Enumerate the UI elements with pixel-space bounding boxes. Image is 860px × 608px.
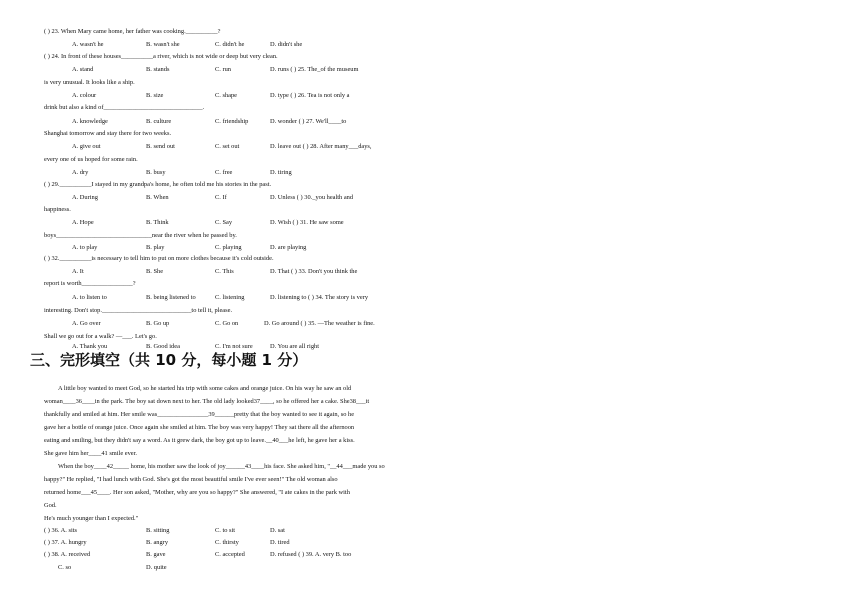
option-a: A. stand xyxy=(72,66,94,73)
option-a: A. Thank you xyxy=(72,343,108,350)
option-c: C. If xyxy=(215,194,227,201)
option-a: A. Go over xyxy=(72,320,101,327)
option-b: B. wasn't she xyxy=(146,41,180,48)
option-c: C. shape xyxy=(215,92,238,99)
option-d: D. tiring xyxy=(270,169,292,176)
option-b: B. culture xyxy=(146,118,172,125)
option-d: D. runs ( ) 25. The_of the museum xyxy=(270,66,359,73)
option-d: D. sat xyxy=(270,527,285,534)
option-a: A. give out xyxy=(72,143,101,150)
question-32-stem: ( ) 32.__________is necessary to tell him to put on more clothes because it's cold outside. xyxy=(44,255,274,262)
passage-line: When the boy____42_____ home, his mother saw the look of joy______43____his face. She asked him, "__44___made you so xyxy=(58,463,385,470)
question-28-continuation: every one of us hoped for some rain. xyxy=(44,156,138,163)
question-27-continuation: Shanghai tomorrow and stay there for two weeks. xyxy=(44,130,172,137)
question-33-continuation: report is worth________________? xyxy=(44,280,136,287)
option-d: D. are playing xyxy=(270,244,307,251)
option-c: C. accepted xyxy=(215,551,245,558)
option-d: D. refused ( ) 39. A. very B. too xyxy=(270,551,352,558)
option-d: D. Go around ( ) 35. —The weather is fine. xyxy=(264,320,375,327)
passage-line: eating and smiling, but they didn't say a word. As it grew dark, the boy got up to leave.__40___he left, he gave her a kiss. xyxy=(44,437,355,444)
question-29-stem: ( ) 29.__________I stayed in my grandpa's home, he often told me his stories in the past. xyxy=(44,181,272,188)
option-a: A. to play xyxy=(72,244,98,251)
question-26-continuation: drink but also a kind of_______________________________. xyxy=(44,104,205,111)
option-d: D. leave out ( ) 28. After many___days, xyxy=(270,143,372,150)
question-35-continuation: Shall we go out for a walk? —___. Let's go. xyxy=(44,333,157,340)
option-b: B. play xyxy=(146,244,165,251)
option-c: C. to sit xyxy=(215,527,236,534)
option-d: D. That ( ) 33. Don't you think the xyxy=(270,268,358,275)
passage-line: gave her a bottle of orange juice. Once again she smiled at him. The boy was very happy! They sat there all the afternoon xyxy=(44,424,355,431)
option-a: A. to listen to xyxy=(72,294,107,301)
passage-line: returned home___45____. Her son asked, "Mother, why are you so happy?" She answered, "I ate cakes in the park with xyxy=(44,489,350,496)
question-31-continuation: boys______________________________near the river when he passed by. xyxy=(44,232,237,239)
option-c: C. so xyxy=(58,564,72,571)
passage-line: He's much younger than I expected." xyxy=(44,515,139,522)
option-d: D. wonder ( ) 27. We'll____to xyxy=(270,118,347,125)
passage-line: A little boy wanted to meet God, so he started his trip with some cakes and orange juice. On his way he saw an old xyxy=(58,385,352,392)
question-23-stem: ( ) 23. When Mary came home, her father was cooking.__________? xyxy=(44,28,221,35)
option-b: B. being listened to xyxy=(146,294,196,301)
question-38-stem: ( ) 38. A. received xyxy=(44,551,91,558)
option-c: C. set out xyxy=(215,143,240,150)
option-a: A. Hope xyxy=(72,219,94,226)
section-heading: 三、完形填空（共 10 分，每小题 1 分） xyxy=(30,351,308,369)
question-34-continuation: interesting. Don't stop.____________________________to tell it, please. xyxy=(44,307,233,314)
option-b: B. Go up xyxy=(146,320,170,327)
option-c: C. didn't he xyxy=(215,41,245,48)
option-c: C. listening xyxy=(215,294,245,301)
question-25-continuation: is very unusual. It looks like a ship. xyxy=(44,79,135,86)
passage-line: God. xyxy=(44,502,57,509)
option-d: D. Wish ( ) 31. He saw some xyxy=(270,219,344,226)
question-36-stem: ( ) 36. A. sits xyxy=(44,527,78,534)
option-d: D. listening to ( ) 34. The story is very xyxy=(270,294,369,301)
option-b: B. size xyxy=(146,92,164,99)
option-a: A. It xyxy=(72,268,84,275)
option-d: D. Unless ( ) 30._you health and xyxy=(270,194,354,201)
option-c: C. I'm not sure xyxy=(215,343,253,350)
option-d: D. quite xyxy=(146,564,167,571)
option-b: B. She xyxy=(146,268,164,275)
option-c: C. playing xyxy=(215,244,242,251)
option-d: D. tired xyxy=(270,539,290,546)
option-a: A. knowledge xyxy=(72,118,108,125)
option-b: B. stands xyxy=(146,66,170,73)
question-37-stem: ( ) 37. A. hungry xyxy=(44,539,87,546)
question-30-continuation: happiness. xyxy=(44,206,71,213)
question-24-stem: ( ) 24. In front of these houses__________a river, which is not wide or deep but very clean. xyxy=(44,53,278,60)
option-a: A. During xyxy=(72,194,98,201)
option-b: B. Good idea xyxy=(146,343,180,350)
passage-line: She gave him her____41 smile ever. xyxy=(44,450,137,457)
option-b: B. angry xyxy=(146,539,169,546)
option-b: B. busy xyxy=(146,169,166,176)
passage-line: happy?" He replied, "I had lunch with God. She's got the most beautiful smile I've ever seen!" The old woman also xyxy=(44,476,338,483)
option-b: B. gave xyxy=(146,551,166,558)
option-a: A. wasn't he xyxy=(72,41,104,48)
option-b: B. sitting xyxy=(146,527,170,534)
passage-line: woman____36____in the park. The boy sat down next to her. The old lady looked37____, so he offered her a cake. She38___it xyxy=(44,398,370,405)
option-c: C. free xyxy=(215,169,233,176)
passage-line: thankfully and smiled at him. Her smile was________________39______pretty that the boy wanted to see it again, so he xyxy=(44,411,355,418)
option-b: B. Think xyxy=(146,219,169,226)
option-d: D. You are all right xyxy=(270,343,319,350)
option-c: C. Go on xyxy=(215,320,239,327)
option-c: C. This xyxy=(215,268,234,275)
option-c: C. Say xyxy=(215,219,233,226)
option-b: B. send out xyxy=(146,143,175,150)
option-c: C. run xyxy=(215,66,231,73)
option-d: D. didn't she xyxy=(270,41,303,48)
option-c: C. thirsty xyxy=(215,539,239,546)
option-a: A. colour xyxy=(72,92,97,99)
option-c: C. friendship xyxy=(215,118,249,125)
option-a: A. dry xyxy=(72,169,89,176)
option-b: B. When xyxy=(146,194,169,201)
option-d: D. type ( ) 26. Tea is not only a xyxy=(270,92,350,99)
